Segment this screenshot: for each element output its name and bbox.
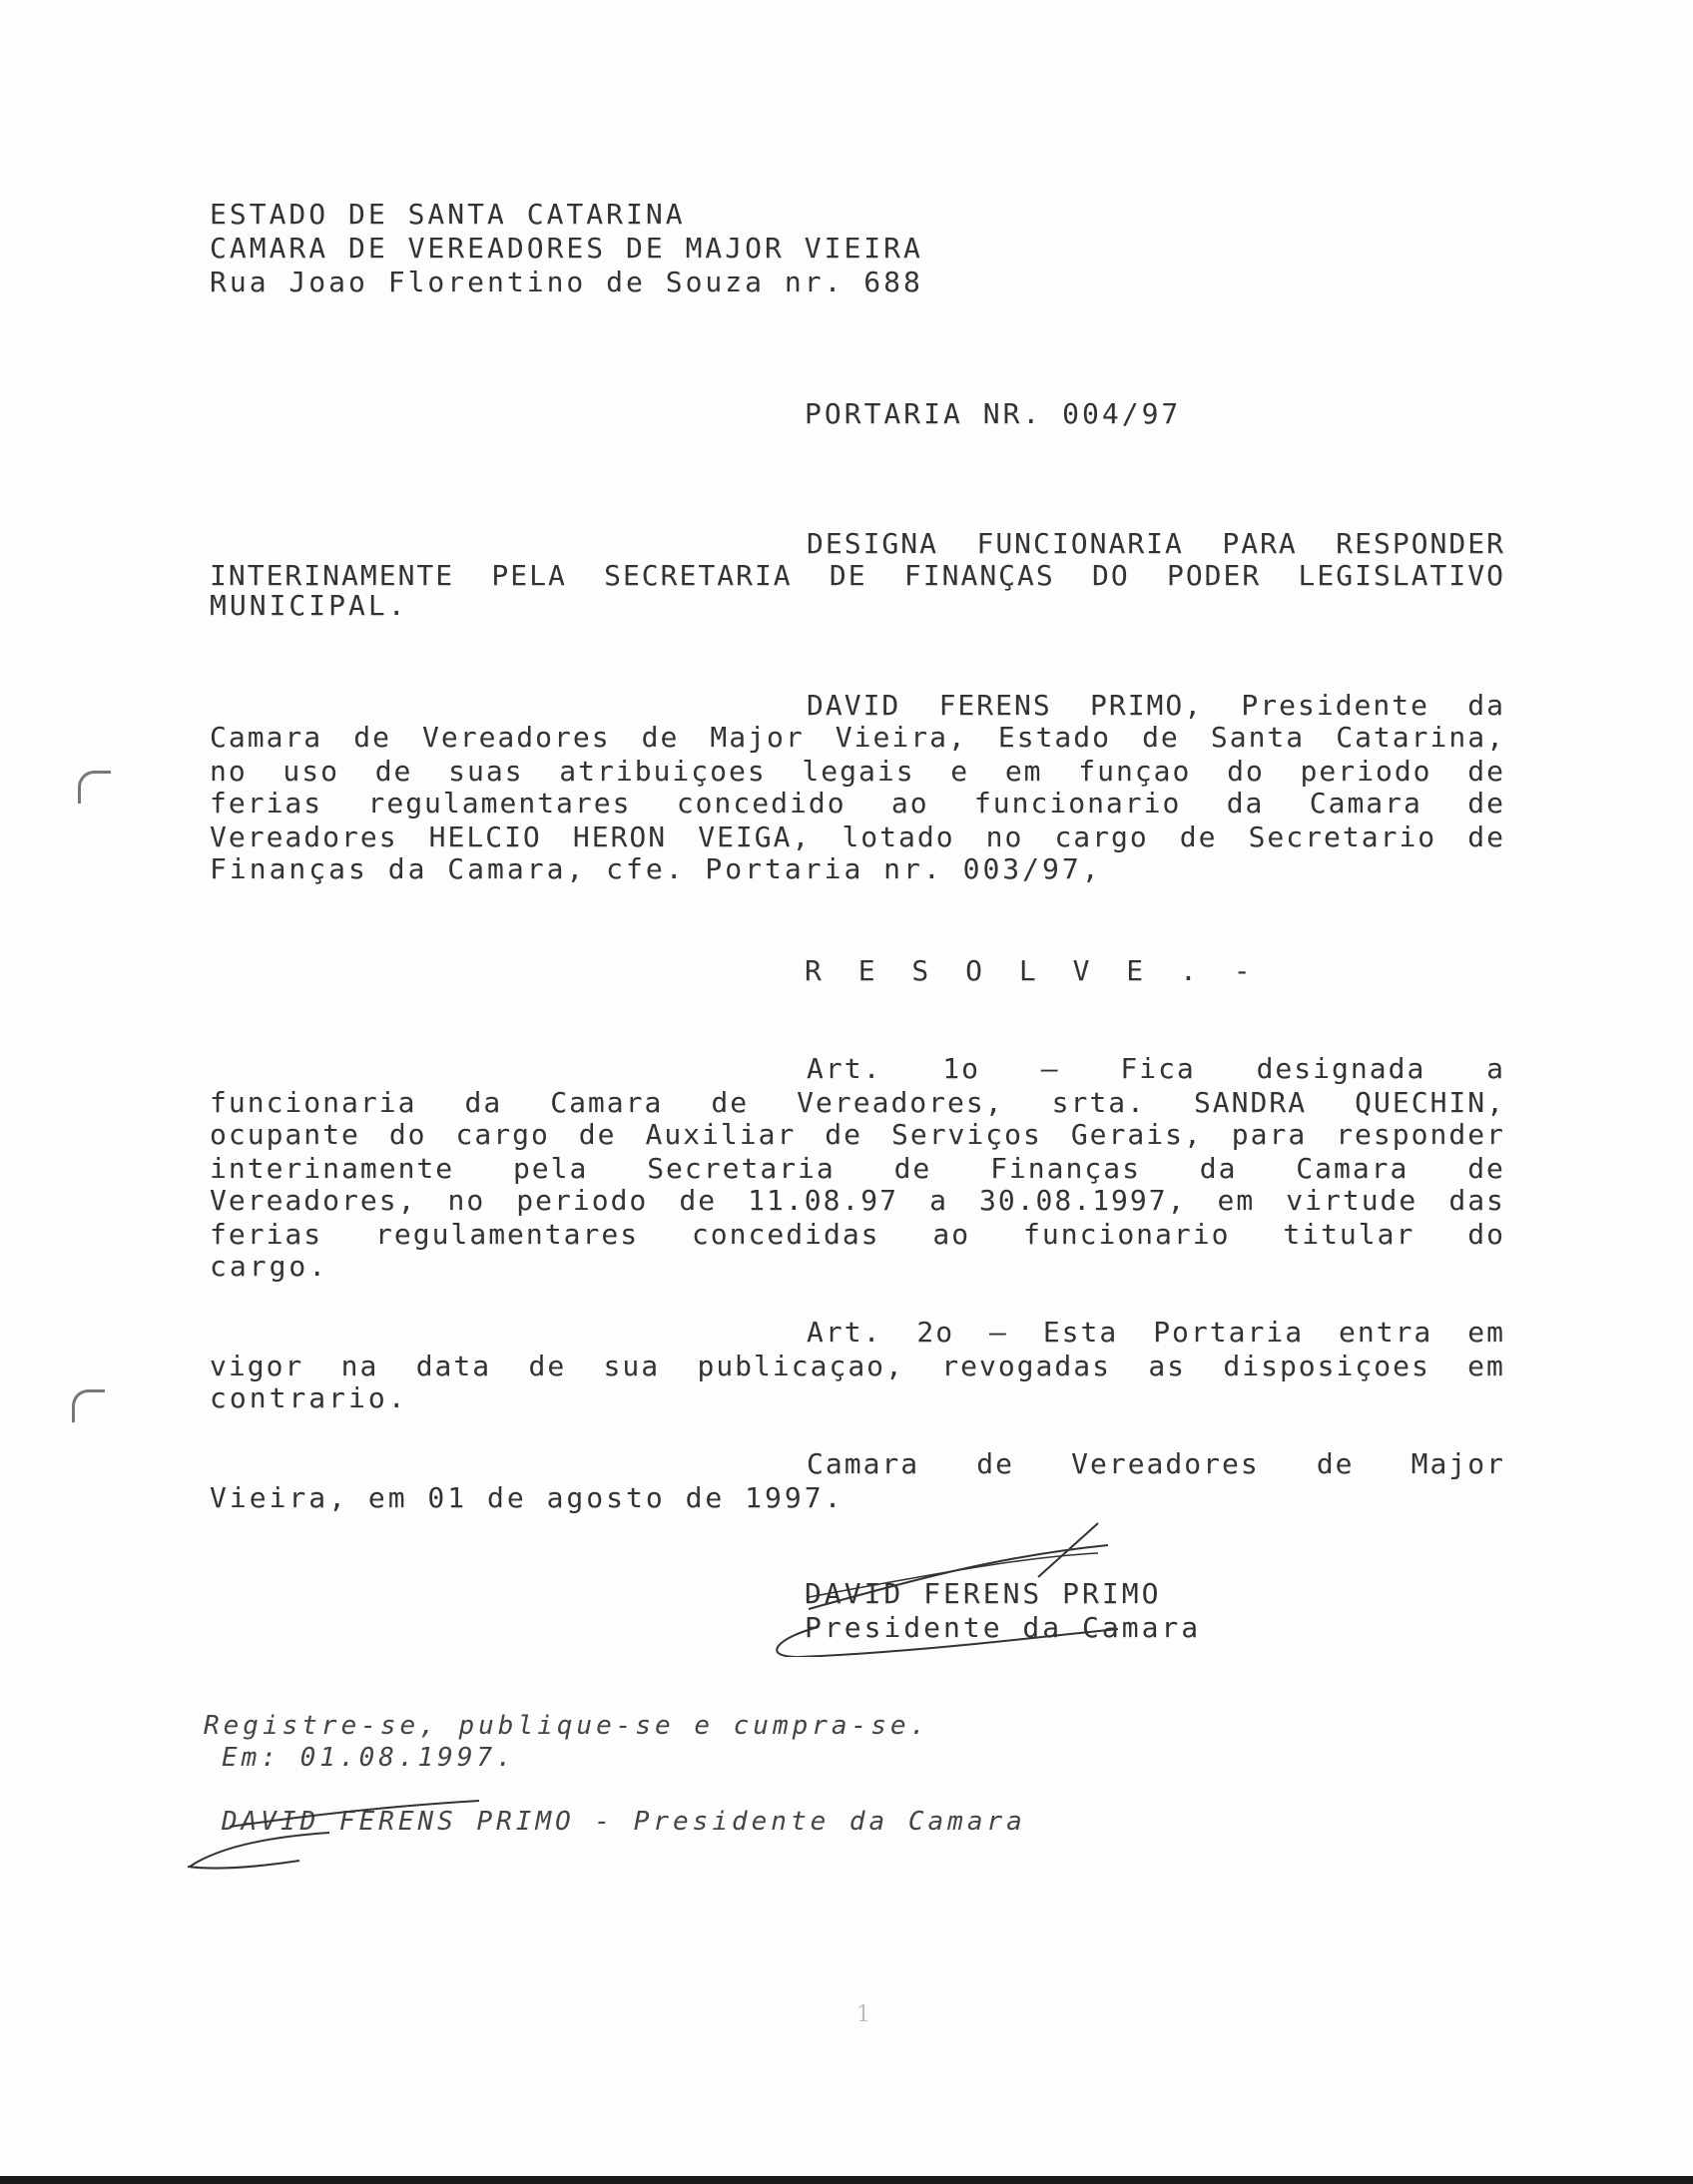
word: cargo [1054,820,1149,853]
word: de [1467,820,1505,853]
word: Vieira, [835,721,967,754]
word: FUNCIONARIA [976,527,1184,560]
word: e [950,755,970,788]
word: da [1226,787,1265,819]
word: INTERINAMENTE [210,559,455,592]
word: regulamentares [375,1218,640,1251]
word: de [578,1118,617,1151]
art1-line [210,1218,1505,1252]
closing-line: Vieira, em 01 de agosto de 1997. [210,1481,845,1514]
word: SANDRA [1193,1086,1308,1119]
word: periodo [1300,755,1432,788]
word: vigor [210,1350,304,1382]
word: ferias [210,787,323,819]
word: de [711,1086,750,1119]
punch-hole-mark [78,771,111,804]
word: DESIGNA [807,527,939,560]
punch-hole-mark [72,1389,105,1422]
word: de [679,1184,718,1217]
word: as [1148,1350,1187,1382]
word: pela [512,1152,589,1185]
registro-line: Registre-se, publique-se e cumpra-se. [204,1711,930,1741]
art2-line [807,1316,1505,1350]
word: no [985,820,1024,853]
art1-line [210,1118,1505,1152]
word: DAVID [807,689,901,722]
word: do [1227,755,1265,788]
word: concedidas [691,1218,880,1251]
word: Vereadores [422,721,611,754]
word: Vereadores, [797,1086,1004,1119]
word: para [1231,1118,1308,1151]
word: em [1217,1184,1256,1217]
word: PRIMO, [1089,689,1204,722]
word: DE [829,559,867,592]
registro-date: Em: 01.08.1997. [222,1743,516,1773]
word: Secretaria [647,1152,836,1185]
ementa-line [807,527,1505,561]
word: entra [1339,1316,1433,1349]
word: designada [1256,1052,1426,1085]
word: regulamentares [367,787,632,819]
word: ao [890,787,929,819]
word: Catarina, [1336,721,1505,754]
word: Vereadores [210,820,398,853]
word: funcionario [1023,1218,1231,1251]
art1-line [210,1152,1505,1186]
word: Auxiliar [645,1118,797,1151]
word: PARA [1222,527,1298,560]
word: Camara [1309,787,1422,819]
preamble-line [210,721,1505,755]
word: ocupante [210,1118,360,1151]
word: srta. [1051,1086,1146,1119]
word: QUECHIN, [1355,1086,1505,1119]
word: de [528,1350,567,1382]
word: data [415,1350,492,1382]
art2-line: contrario. [210,1381,408,1414]
word: 11.08.97 [748,1184,898,1217]
word: legais [802,755,915,788]
header-state: ESTADO DE SANTA CATARINA [210,198,686,231]
signature-title: Presidente da Camara [805,1611,1202,1644]
word: Portaria [1153,1316,1305,1349]
preamble-line [210,820,1505,854]
art1-line [210,1086,1505,1120]
word: em [1004,755,1043,788]
word: cargo [455,1118,550,1151]
word: Serviços [890,1118,1042,1151]
word: das [1448,1184,1505,1217]
header-chamber: CAMARA DE VEREADORES DE MAJOR VIEIRA [210,232,923,265]
word: Art. [807,1316,882,1349]
word: na [340,1350,379,1382]
word: Estado [997,721,1112,754]
word: Fica [1120,1052,1196,1085]
word: LEGISLATIVO [1298,559,1505,592]
word: RESPONDER [1336,527,1505,560]
word: SECRETARIA [604,559,793,592]
word: – [1040,1052,1060,1085]
word: FERENS [938,689,1052,722]
word: Major [710,721,805,754]
word: de [374,755,413,788]
word: de [1467,755,1505,788]
word: disposiçoes [1223,1350,1430,1382]
header-address: Rua Joao Florentino de Souza nr. 688 [210,266,923,298]
word: virtude [1286,1184,1418,1217]
preamble-line [210,787,1505,820]
word: funcionaria [210,1086,417,1119]
word: do [388,1118,427,1151]
closing-line [807,1447,1505,1481]
word: Vereadores [1071,1447,1260,1480]
registro-signature: DAVID FERENS PRIMO - Presidente da Camara [222,1807,1026,1837]
word: VEIGA, [698,820,812,853]
word: uso [282,755,339,788]
word: sua [603,1350,661,1382]
ementa-line [210,559,1505,593]
word: de [825,1118,863,1151]
word: responder [1336,1118,1505,1151]
word: ferias [210,1218,323,1251]
word: Art. [807,1052,882,1085]
word: de [1179,820,1218,853]
word: revogadas [941,1350,1111,1382]
word: Secretario [1248,820,1437,853]
word: suas [448,755,524,788]
word: Major [1411,1447,1505,1480]
word: 1o [942,1052,980,1085]
art2-line [210,1350,1505,1383]
art1-line [210,1184,1505,1218]
word: a [1486,1052,1505,1085]
preamble-line [210,755,1505,789]
word: PODER [1166,559,1262,592]
page-number: 1 [856,2002,870,2027]
word: Esta [1042,1316,1119,1349]
word: ao [932,1218,971,1251]
word: de [641,721,680,754]
word: no [447,1184,486,1217]
word: funçao [1078,755,1192,788]
word: DO [1092,559,1130,592]
signature-name: DAVID FERENS PRIMO [805,1577,1162,1610]
word: titular [1283,1218,1415,1251]
word: de [976,1447,1014,1480]
art1-line: cargo. [210,1250,329,1283]
art1-line [807,1052,1505,1086]
word: de [893,1152,932,1185]
resolve-heading: R E S O L V E . - [805,954,1261,987]
word: funcionario [973,787,1182,819]
word: de [353,721,391,754]
word: FINANÇAS [903,559,1055,592]
word: no [210,755,248,788]
scan-bottom-edge [0,2176,1693,2184]
word: lotado [842,820,955,853]
handwritten-signature [739,1517,1158,1657]
word: de [1467,787,1505,819]
word: em [1467,1316,1505,1349]
word: 30.08.1997, [978,1184,1187,1217]
word: – [989,1316,1008,1349]
word: de [1316,1447,1355,1480]
word: de [1142,721,1180,754]
word: da [464,1086,503,1119]
preamble-line: Finanças da Camara, cfe. Portaria nr. 003/97, [210,852,1102,885]
word: em [1467,1350,1505,1382]
word: HERON [572,820,668,853]
word: concedido [676,787,846,819]
word: HELCIO [428,820,542,853]
word: atribuiçoes [559,755,767,788]
word: Camara [550,1086,664,1119]
word: Camara [1296,1152,1410,1185]
word: publicaçao, [697,1350,904,1382]
word: da [1467,689,1505,722]
word: Gerais, [1070,1118,1203,1151]
word: Presidente [1241,689,1429,722]
word: PELA [491,559,567,592]
handwritten-signature [180,1767,499,1877]
word: de [1467,1152,1505,1185]
word: Camara [210,721,323,754]
word: periodo [516,1184,649,1217]
portaria-title: PORTARIA NR. 004/97 [805,397,1182,430]
word: da [1199,1152,1238,1185]
word: 2o [916,1316,955,1349]
ementa-line: MUNICIPAL. [210,589,408,622]
word: do [1467,1218,1505,1251]
word: Camara [807,1447,920,1480]
preamble-line [807,689,1505,723]
word: Finanças [990,1152,1141,1185]
word: Santa [1210,721,1306,754]
word: a [929,1184,948,1217]
word: interinamente [210,1152,455,1185]
word: Vereadores, [210,1184,417,1217]
